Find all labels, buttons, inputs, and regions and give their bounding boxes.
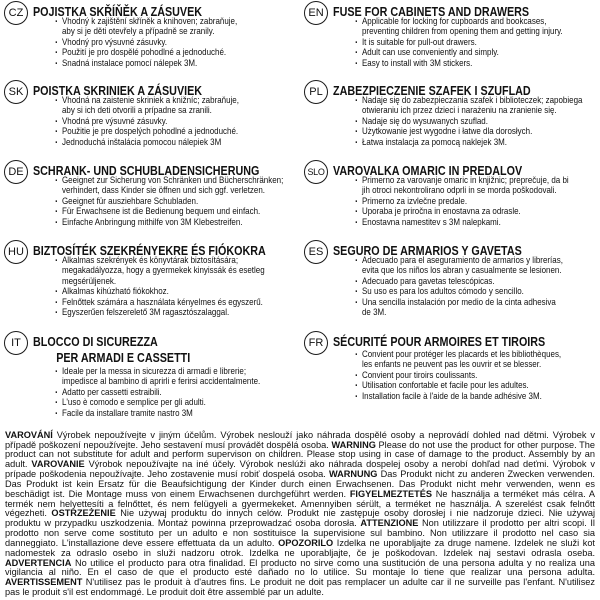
- warning-label: OPOZORILO: [278, 537, 334, 548]
- warning-text: Ne használja a terméket más célra. A termék nem helyettesíti a felnőttet, és nem felügyeli a gyermekeket. Amennyiben sérült, a terméket ne használja. A szerelést csak felnőtt végezheti.: [5, 488, 596, 519]
- language-badge: EN: [304, 1, 328, 25]
- feature-item: · Utilisation confortable et facile pour les adultes.: [355, 381, 590, 391]
- feature-item: · Uporaba je priročna in enostavna za odrasle.: [355, 207, 590, 217]
- section-title-line: POISTKA SKRINIEK A ZÁSUVIEK: [33, 84, 203, 98]
- language-badge: IT: [4, 331, 28, 355]
- section-title-line: BLOCCO DI SICUREZZA: [33, 335, 158, 349]
- language-badge: DE: [4, 160, 28, 184]
- section-fr: [300, 331, 596, 431]
- feature-item: · Vhodný k zajištění skříněk a knihoven; zabraňuje, aby si je děti otevřely a případně se zranily.: [55, 17, 290, 38]
- warning-text: Výrobek nepoužívejte v jiným účelům. Výrobek neslouží jako náhrada dospělé osoby a neprovádí dohled nad dětmi. Výrobek v případě poškození nepoužívejte. Jeho sestavení musí provádět dospělá osoba.: [5, 429, 595, 450]
- warning-label: WARNING: [331, 439, 376, 450]
- feature-item: · Adecuado para gavetas telescópicas.: [355, 277, 590, 287]
- feature-list: [355, 96, 590, 148]
- feature-item: · Snadná instalace pomocí nálepek 3M.: [55, 59, 290, 69]
- language-badge: SK: [4, 80, 28, 104]
- warning-label: FIGYELMEZTETÉS: [349, 488, 432, 499]
- feature-item: · Für Erwachsene ist die Bedienung bequem und einfach.: [55, 207, 290, 217]
- feature-item: · Jednoduchá inštalácia pomocou nálepiek 3M: [55, 138, 290, 148]
- warning-text: Izdelka ne uporabljajte za druge namene. Izdelek ne služi kot nadomestek za odraslo osebo in služi nadzoru otrok. Izdelka ne uporabljajte, če je poškodovan. Izdelek naj sestavi odrasla oseba.: [5, 537, 595, 558]
- warning-label: ATTENZIONE: [360, 518, 419, 529]
- section-es: [300, 240, 596, 340]
- feature-item: · Použití je pro dospělé pohodlné a jednoduché.: [55, 48, 290, 58]
- warning-text: Non utilizzare il prodotto per altri scopi. Il prodotto non serve come sostituto per un adulto e non sostituisce la supervisione sul bambino. Non utilizzare il prodotto nel caso sia danneggiato. L'installazione deve essere effettuata da un adulto.: [5, 518, 595, 548]
- feature-list: [55, 256, 290, 318]
- section-it: [0, 331, 296, 431]
- feature-item: · Alkalmas kihúzható fiókokhoz.: [55, 287, 290, 297]
- feature-item: · Vhodný pro výsuvné zásuvky.: [55, 38, 290, 48]
- feature-item: · It is suitable for pull-out drawers.: [355, 38, 590, 48]
- feature-list: [355, 256, 590, 318]
- warning-text: N'utilisez pas le produit à d'autres fins. Le produit ne doit pas remplacer un adulte car il ne surveille pas l'enfant. N'utilisez pas le produit s'il est endommagé. Le produit doit être assemblé par un adulte.: [5, 577, 595, 598]
- warning-text: No utilice el producto para otra finalidad. El producto no sirve como una sustitución de una persona adulta y no realiza una vigilancia al niño. En el caso de que el producto esté dañado no lo utilice. Su montaje lo tiene que realizar una persona adulta.: [5, 557, 595, 578]
- feature-item: · Nadaje się do wysuwanych szuflad.: [355, 117, 590, 127]
- feature-item: · Installation facile à l'aide de la bande adhésive 3M.: [355, 392, 590, 402]
- feature-item: · Adecuado para el aseguramiento de armarios y librerías, evita que los niños los abran y casualmente se lesionen.: [355, 256, 590, 277]
- feature-item: · Una sencilla instalación por medio de la cinta adhesiva de 3M.: [355, 298, 590, 319]
- language-badge: ES: [304, 240, 328, 264]
- warning-text: Das Produkt nicht zu anderen Zwecken verwenden. Das Produkt ist kein Ersatz für die Beaufsichtigung der Kinder durch einen Erwachsenen. Das Produkt nicht mehr verwenden, wenn es beschädigt ist. Die Montage muss von einem Erwachsenen durchgeführt werden.: [5, 469, 595, 499]
- warning-label: VAROVANIE: [31, 459, 85, 470]
- feature-item: · Einfache Anbringung mithilfe von 3M Klebestreifen.: [55, 218, 290, 228]
- warning-text: Please do not use the product for other purpose. The product can not substitute for adult and perform supervison on children. Please stop using in case of damage to the product. Assembly by an adult.: [5, 439, 596, 470]
- feature-item: · Geeignet für ausziehbare Schubladen.: [55, 197, 290, 207]
- feature-item: · Alkalmas szekrények és könyvtárak biztosítására; megakadályozza, hogy a gyermekek kinyissák és esetleg megsérüljenek.: [55, 256, 290, 287]
- warning-label: WARNUNG: [328, 469, 378, 480]
- warnings-paragraph: [5, 431, 595, 598]
- feature-item: · Convient pour protéger les placards et les bibliothèques, les enfants ne peuvent pas les ouvrir et se blesser.: [355, 350, 590, 371]
- language-badge: PL: [304, 80, 328, 104]
- section-title-line: SEGURO DE ARMARIOS Y GAVETAS: [333, 244, 522, 258]
- feature-item: · Felnőttek számára a használata kényelmes és egyszerű.: [55, 298, 290, 308]
- warning-text: Výrobok nepoužívajte na iné účely. Výrobok neslúži ako náhrada dospelej osoby a nerobí dohľad nad deťmi. Výrobok v prípade poškodenia nepoužívajte. Jeho zostavenie musí robiť dospelá osoba.: [5, 459, 595, 480]
- feature-item: · Adatto per cassetti estraibili.: [55, 388, 290, 398]
- language-badge: HU: [4, 240, 28, 264]
- feature-item: · Egyszerűen felszerelető 3M ragasztószalaggal.: [55, 308, 290, 318]
- feature-item: · Nadaje się do zabezpieczania szafek i biblioteczek; zapobiega otwieraniu ich przez dzieci i narażeniu na zranienie się.: [355, 96, 590, 117]
- warning-label: ADVERTENCIA: [5, 557, 72, 568]
- feature-list: [55, 367, 290, 419]
- feature-list: [55, 96, 290, 148]
- section-title-line: POJISTKA SKŘÍŇĚK A ZÁSUVEK: [33, 5, 203, 19]
- feature-item: · L'uso è comodo e semplice per gli adulti.: [55, 398, 290, 408]
- section-hu: [0, 240, 296, 340]
- feature-item: · Użytkowanie jest wygodne i łatwe dla dorosłych.: [355, 127, 590, 137]
- warning-label: AVERTISSEMENT: [5, 577, 83, 588]
- warning-text: Nie używaj produktu do innych celów. Produkt nie zastępuje osoby dorosłej i nie nadzoruje dzieci. Nie używaj produktu w przypadku uszkodzenia. Montaż powinna przeprowadzać osoba dorosła.: [5, 508, 595, 529]
- feature-item: · Easy to install with 3M stickers.: [355, 59, 590, 69]
- language-badge: CZ: [4, 1, 28, 25]
- feature-item: · Applicable for locking for cupboards and bookcases, preventing children from opening them and getting injury.: [355, 17, 590, 38]
- feature-item: · Ideale per la messa in sicurezza di armadi e librerie; impedisce al bambino di aprirli e ferirsi accidentalmente.: [55, 367, 290, 388]
- feature-item: · Primerno za varovanje omaric in knjižnic; preprečuje, da bi jih otroci nekontrolirano odprli in se morda poškodovali.: [355, 176, 590, 197]
- feature-item: · Su uso es para los adultos cómodo y sencillo.: [355, 287, 590, 297]
- language-badge: SLO: [304, 160, 328, 184]
- feature-item: · Primerno za izvlečne predale.: [355, 197, 590, 207]
- section-title: [333, 335, 545, 349]
- feature-list: [355, 176, 590, 228]
- feature-list: [55, 176, 290, 228]
- section-title-line: PER ARMADI E CASSETTI: [56, 351, 191, 365]
- feature-item: · Geeignet zur Sicherung von Schränken und Bücherschränken; verhindert, dass Kinder sie öffnen und sich ggf. verletzen.: [55, 176, 290, 197]
- section-title-line: VAROVALKA OMARIC IN PREDALOV: [333, 164, 523, 178]
- feature-item: · Adult can use conveniently and simply.: [355, 48, 590, 58]
- section-title-line: FUSE FOR CABINETS AND DRAWERS: [333, 5, 530, 19]
- feature-item: · Facile da installare tramite nastro 3M: [55, 409, 290, 419]
- feature-item: · Vhodná na zaistenie skriniek a knižníc; zabraňuje, aby si ich deti otvorili a prípadne sa zranili.: [55, 96, 290, 117]
- section-title: [33, 334, 190, 366]
- feature-list: [355, 350, 590, 402]
- feature-item: · Vhodná pre výsuvné zásuvky.: [55, 117, 290, 127]
- feature-item: · Convient pour tiroirs coulissants.: [355, 371, 590, 381]
- section-title-line: BIZTOSÍTÉK SZEKRÉNYEKRE ÉS FIÓKOKRA: [33, 244, 266, 258]
- section-title-line: SCHRANK- UND SCHUBLADENSICHERUNG: [33, 164, 260, 178]
- feature-list: [55, 17, 290, 69]
- feature-list: [355, 17, 590, 69]
- language-badge: FR: [304, 331, 328, 355]
- warning-label: OSTRZEŻENIE: [51, 508, 116, 519]
- section-title-line: ZABEZPIECZENIE SZAFEK I SZUFLAD: [333, 84, 531, 98]
- warning-label: VAROVÁNÍ: [5, 429, 53, 440]
- feature-item: · Łatwa instalacja za pomocą naklejek 3M.: [355, 138, 590, 148]
- feature-item: · Použitie je pre dospelých pohodlné a jednoduché.: [55, 127, 290, 137]
- section-title-line: SÉCURITÉ POUR ARMOIRES ET TIROIRS: [333, 335, 546, 349]
- feature-item: · Enostavna namestitev s 3M nalepkami.: [355, 218, 590, 228]
